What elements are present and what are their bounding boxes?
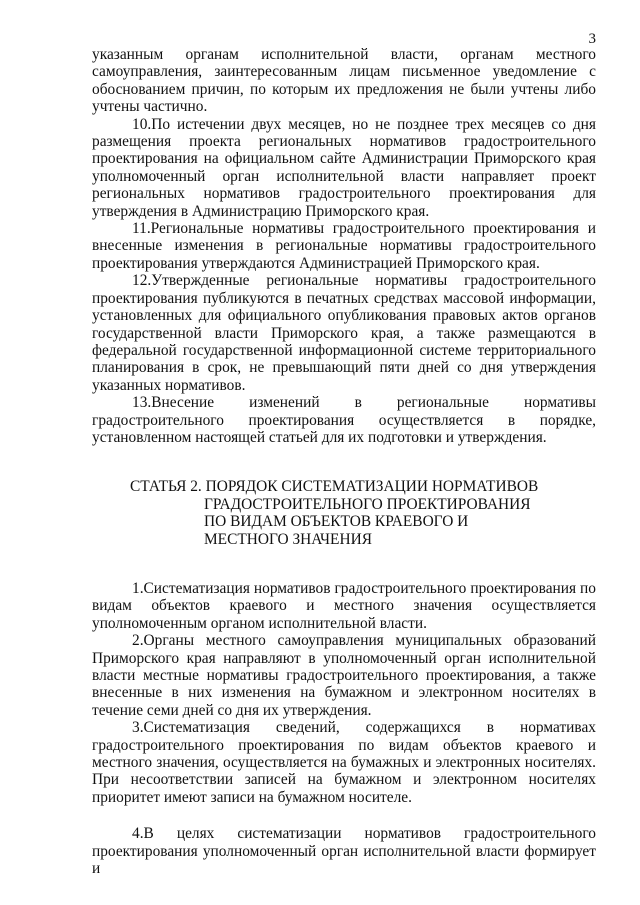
section-heading-line-3: ПО ВИДАМ ОБЪЕКТОВ КРАЕВОГО И <box>204 513 469 531</box>
paragraph-item-13: 13.Внесение изменений в региональные нормативы градостроительного проектирования осуществляется в порядке, установленном настоящей статьей для их подготовки и утверждения. <box>92 394 596 446</box>
paragraph-item-12: 12.Утвержденные региональные нормативы градостроительного проектирования публикуются в печатных средствах массовой информации, установленных для официального опубликования правовых актов органов государственной власти Приморского края, а также размещаются в федеральной государственной информационной системе территориального планирования в срок, не превышающий пяти дней со дня утверждения указанных нормативов. <box>92 272 596 394</box>
section-heading <box>92 478 596 548</box>
section-heading-line-4: МЕСТНОГО ЗНАЧЕНИЯ <box>204 530 372 548</box>
paragraph-item-1: 1.Систематизация нормативов градостроительного проектирования по видам объектов краевого и местного значения осуществляется уполномоченным органом исполнительной власти. <box>92 579 596 632</box>
paragraph-item-2: 2.Органы местного самоуправления муниципальных образований Приморского края направляют в уполномоченный орган исполнительной власти местные нормативы градостроительного проектирования, а также внесенные в них изменения на бумажном и электронном носителях в течение семи дней со дня их утверждения. <box>92 632 596 719</box>
paragraph-gap <box>92 806 596 825</box>
paragraph-item-3: 3.Систематизация сведений, содержащихся в нормативах градостроительного проектирования по видам объектов краевого и местного значения, осуществляется на бумажных и электронных носителях. При несоответствии записей на бумажном и электронном носителях приоритет имеют записи на бумажном носителе. <box>92 719 596 806</box>
paragraph-item-10: 10.По истечении двух месяцев, но не позднее трех месяцев со дня размещения проекта региональных нормативов градостроительного проектирования на официальном сайте Администрации Приморского края уполномоченный орган исполнительной власти направляет проект региональных нормативов градостроительного проектирования для утверждения в Администрацию Приморского края. <box>92 115 596 220</box>
section-heading-line-1: СТАТЬЯ 2. ПОРЯДОК СИСТЕМАТИЗАЦИИ НОРМАТИВОВ <box>130 478 539 496</box>
paragraph-continuation: указанным органам исполнительной власти, органам местного самоуправления, заинтересованным лицам письменное уведомление с обоснованием причин, по которым их предложения не были учтены либо учтены частично. <box>92 46 596 116</box>
page-number: 3 <box>588 31 596 47</box>
paragraph-item-4: 4.В целях систематизации нормативов градостроительного проектирования уполномоченный орган исполнительной власти формирует и <box>92 825 596 878</box>
document-body <box>92 46 596 877</box>
paragraph-item-11: 11.Региональные нормативы градостроительного проектирования и внесенные изменения в региональные нормативы градостроительного проектирования утверждаются Администрацией Приморского края. <box>92 220 596 272</box>
section-heading-line-2: ГРАДОСТРОИТЕЛЬНОГО ПРОЕКТИРОВАНИЯ <box>204 495 531 513</box>
